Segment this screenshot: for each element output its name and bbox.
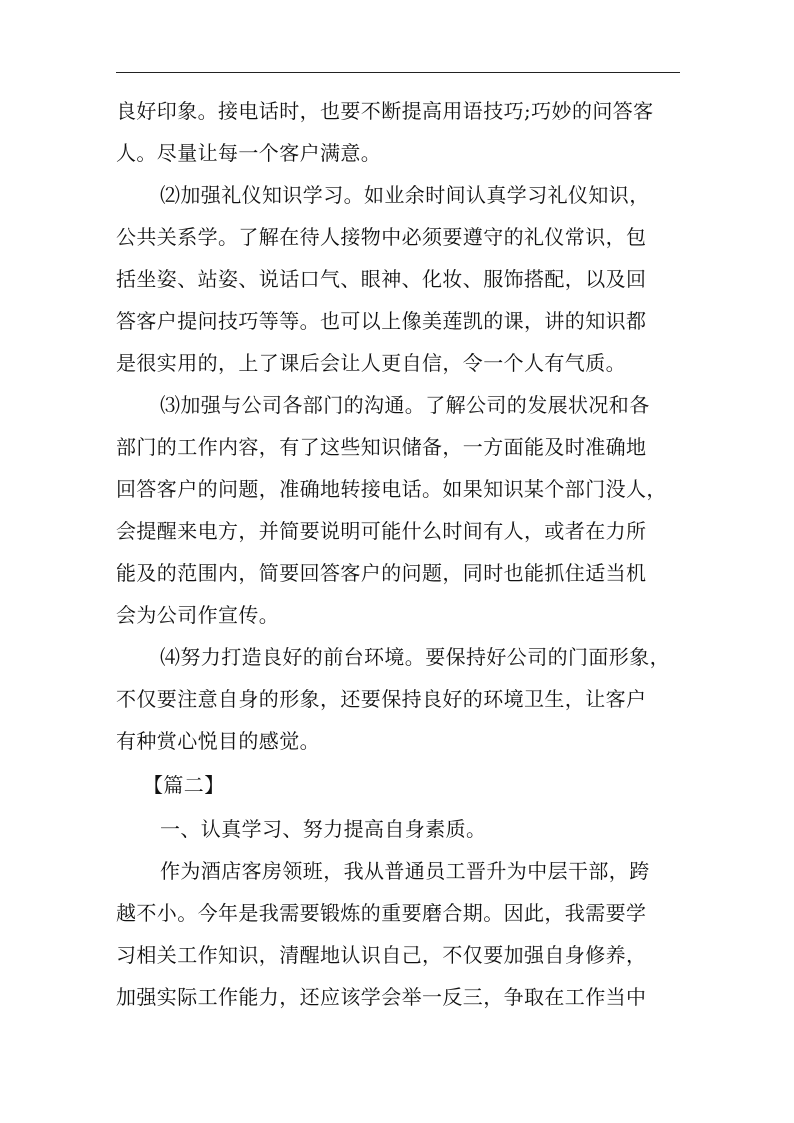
text-line: 习相关工作知识，清醒地认识自己，不仅要加强自身修养， <box>116 943 647 967</box>
paragraph-start-line: ⑵加强礼仪知识学习。如业余时间认真学习礼仪知识， <box>160 183 650 207</box>
text-line: 回答客户的问题，准确地转接电话。如果知识某个部门没人， <box>116 477 667 501</box>
header-rule <box>116 72 680 73</box>
text-line: 加强实际工作能力，还应该学会举一反三，争取在工作当中 <box>116 985 647 1009</box>
text-line: 是很实用的，上了课后会让人更自信，令一个人有气质。 <box>116 351 626 375</box>
paragraph-start-line: 作为酒店客房领班，我从普通员工晋升为中层干部，跨 <box>160 859 650 883</box>
text-line: 不仅要注意自身的形象，还要保持良好的环境卫生，让客户 <box>116 687 647 711</box>
text-line: 人。尽量让每一个客户满意。 <box>116 141 382 165</box>
section-heading: 【篇二】 <box>143 773 225 797</box>
text-line: 有种赏心悦目的感觉。 <box>116 729 320 753</box>
paragraph-start-line: ⑷努力打造良好的前台环境。要保持好公司的门面形象， <box>160 645 670 669</box>
text-line: 括坐姿、站姿、说话口气、眼神、化妆、服饰搭配，以及回 <box>116 267 647 291</box>
paragraph-start-line: ⑶加强与公司各部门的沟通。了解公司的发展状况和各 <box>160 393 650 417</box>
subsection-heading: 一、认真学习、努力提高自身素质。 <box>160 817 487 841</box>
text-line: 会提醒来电方，并简要说明可能什么时间有人，或者在力所 <box>116 519 647 543</box>
text-line: 公共关系学。了解在待人接物中必须要遵守的礼仪常识，包 <box>116 225 647 249</box>
text-line: 部门的工作内容，有了这些知识储备，一方面能及时准确地 <box>116 435 647 459</box>
text-line: 越不小。今年是我需要锻炼的重要磨合期。因此，我需要学 <box>116 901 647 925</box>
text-line: 答客户提问技巧等等。也可以上像美莲凯的课，讲的知识都 <box>116 309 647 333</box>
text-line: 良好印象。接电话时，也要不断提高用语技巧;巧妙的问答客 <box>116 99 654 123</box>
text-line: 会为公司作宣传。 <box>116 603 280 627</box>
text-line: 能及的范围内，简要回答客户的问题，同时也能抓住适当机 <box>116 561 647 585</box>
